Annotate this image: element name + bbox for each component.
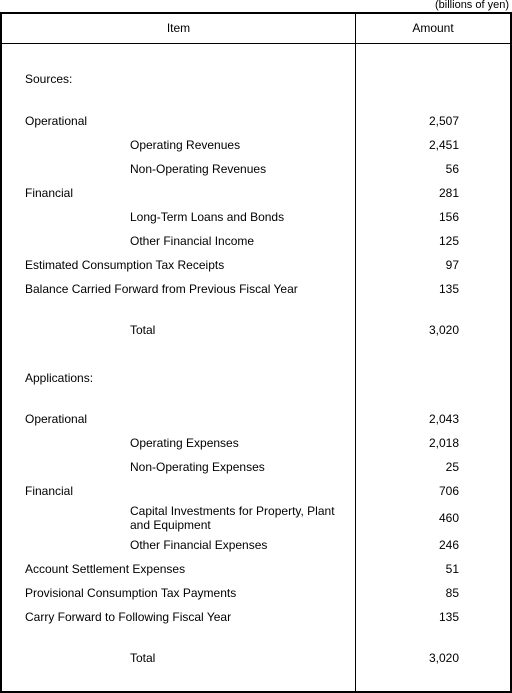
column-divider xyxy=(355,14,356,691)
row-amount: 706 xyxy=(438,484,459,498)
column-header-item: Item xyxy=(166,21,191,35)
total-label: Total xyxy=(130,323,156,337)
row-amount: 2,018 xyxy=(428,436,459,450)
row-amount: 460 xyxy=(438,511,459,525)
row-amount: 97 xyxy=(445,258,459,272)
row-label: Account Settlement Expenses xyxy=(25,562,186,576)
header-divider xyxy=(2,43,510,44)
row-amount: 135 xyxy=(438,282,459,296)
row-amount: 85 xyxy=(445,586,459,600)
row-label: Operating Expenses xyxy=(130,436,239,450)
row-amount: 135 xyxy=(438,610,459,624)
row-label: Other Financial Expenses xyxy=(130,538,268,552)
row-amount: 156 xyxy=(438,210,459,224)
row-amount: 51 xyxy=(445,562,459,576)
row-label: Operational xyxy=(25,412,88,426)
row-label: Other Financial Income xyxy=(130,234,255,248)
section-title: Applications: xyxy=(25,371,94,385)
row-label: Non-Operating Revenues xyxy=(130,162,267,176)
row-label: Carry Forward to Following Fiscal Year xyxy=(25,610,232,624)
row-label: Balance Carried Forward from Previous Fiscal Year xyxy=(25,282,298,296)
row-amount: 246 xyxy=(438,538,459,552)
total-amount: 3,020 xyxy=(428,323,459,337)
row-amount: 281 xyxy=(438,186,459,200)
total-label: Total xyxy=(130,651,156,665)
total-amount: 3,020 xyxy=(428,651,459,665)
section-title: Sources: xyxy=(25,72,73,86)
row-label: Financial xyxy=(25,484,74,498)
row-amount: 2,451 xyxy=(428,138,459,152)
row-label: Operating Revenues xyxy=(130,138,241,152)
row-label: Operational xyxy=(25,114,88,128)
row-label: Non-Operating Expenses xyxy=(130,460,265,474)
row-label: Provisional Consumption Tax Payments xyxy=(25,586,237,600)
row-label: Capital Investments for Property, Plant and Equipment xyxy=(130,504,335,532)
sources-applications-table xyxy=(0,12,512,693)
row-label: Financial xyxy=(25,186,74,200)
row-amount: 56 xyxy=(445,162,459,176)
row-amount: 2,043 xyxy=(428,412,459,426)
units-note: (billions of yen) xyxy=(435,0,509,11)
row-amount: 25 xyxy=(445,460,459,474)
row-amount: 125 xyxy=(438,234,459,248)
row-amount: 2,507 xyxy=(428,114,459,128)
row-label: Estimated Consumption Tax Receipts xyxy=(25,258,225,272)
column-header-amount: Amount xyxy=(412,21,454,35)
row-label: Long-Term Loans and Bonds xyxy=(130,210,285,224)
